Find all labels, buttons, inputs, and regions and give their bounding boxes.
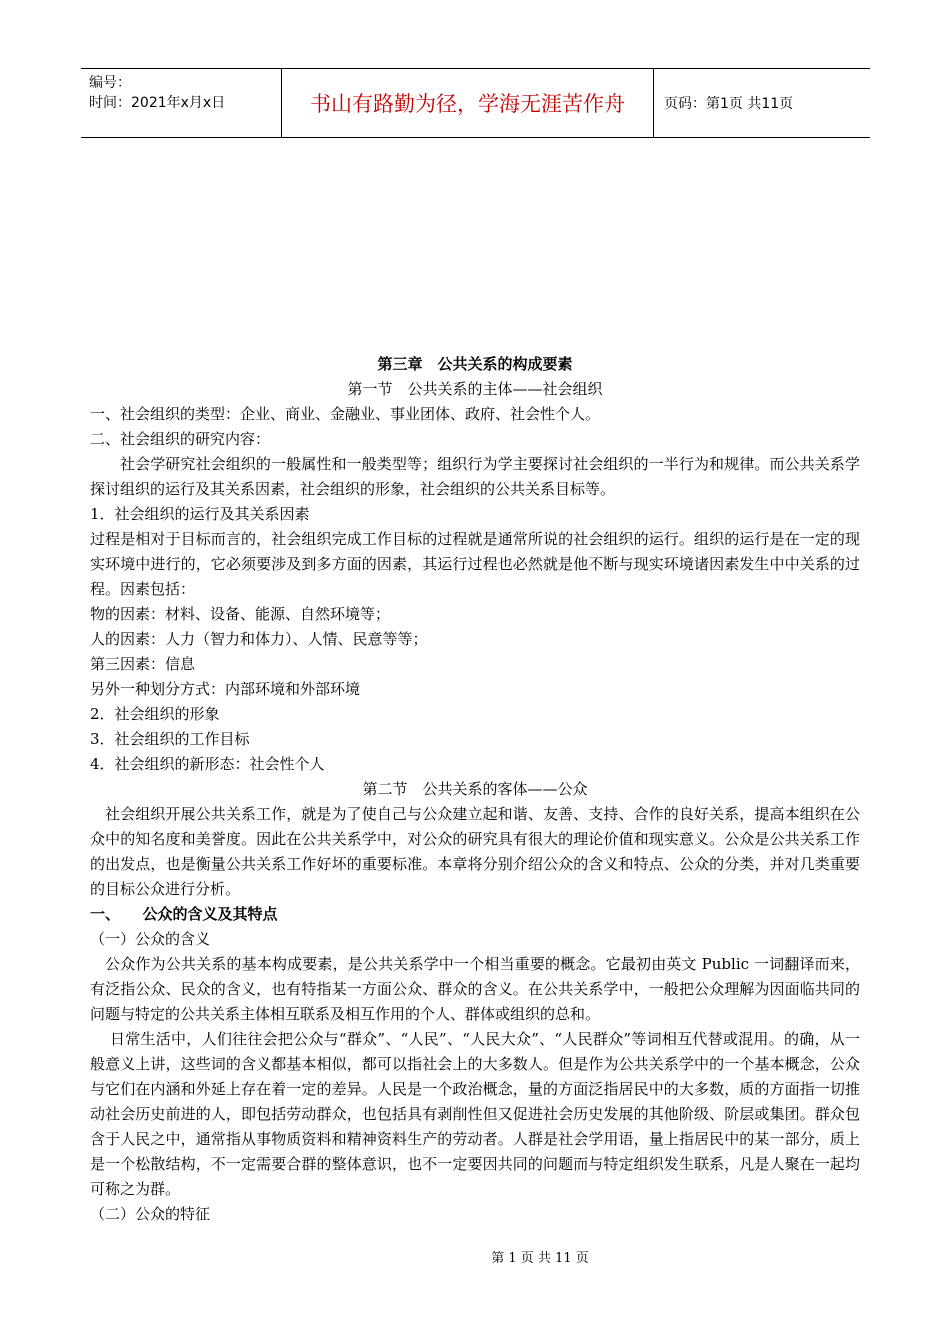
header-page-label: 页码：第1页 共11页 [664, 96, 794, 112]
paragraph: 过程是相对于目标而言的，社会组织完成工作目标的过程就是通常所说的社会组织的运行。组织的运行是在一定的现实环境中进行的，它必须要涉及到多方面的因素，其运行过程也必然就是他不断与现实环境诸因素发生中中关系的过程。因素包括： [90, 530, 860, 598]
section-title: 第二节 公共关系的客体——公众 [362, 780, 588, 798]
document-date-label: 时间：2021年x月x日 [89, 95, 226, 111]
list-item: 物的因素：材料、设备、能源、自然环境等； [90, 605, 391, 623]
paragraph: 公众作为公共关系的基本构成要素，是公共关系学中一个相当重要的概念。它最初由英文 Public 一词翻译而来，有泛指公众、民众的含义，也有特指某一方面公众、群众的含义。在公共关系学中，一般把公众理解为因面临共同的问题与特定的公共关系主体相互联系及相互作用的个人、群体或组织的总和。 [90, 955, 860, 1023]
subsection-heading: （二）公众的特征 [90, 1205, 211, 1223]
page-header [81, 68, 870, 138]
subsection-heading: （一）公众的含义 [90, 930, 211, 948]
chapter-title: 第三章 公共关系的构成要素 [377, 355, 573, 373]
list-item: 人的因素：人力（智力和体力）、人情、民意等等； [90, 630, 428, 648]
paragraph: 社会学研究社会组织的一般属性和一般类型等；组织行为学主要探讨社会组织的一半行为和规律。而公共关系学探讨组织的运行及其关系因素，社会组织的形象，社会组织的公共关系目标等。 [90, 455, 860, 498]
page-footer: 第 1 页 共 11 页 [491, 1251, 589, 1266]
paragraph: 日常生活中，人们往往会把公众与“群众”、“人民”、“人民大众”、“人民群众”等词相互代替或混用。的确，从一般意义上讲，这些词的含义都基本相似，都可以指社会上的大多数人。但是作为公共关系学中的一个基本概念，公众与它们在内涵和外延上存在着一定的差异。人民是一个政治概念，量的方面泛指居民中的大多数，质的方面指一切推动社会历史前进的人，即包括劳动群众，也包括具有剥削性但又促进社会历史发展的其他阶级、阶层或集团。群众包含于人民之中，通常指从事物质资料和精神资料生产的劳动者。人群是社会学用语，量上指居民中的某一部分，质上是一个松散结构，不一定需要合群的整体意识，也不一定要因共同的问题而与特定组织发生联系，凡是人聚在一起均可称之为群。 [90, 1030, 860, 1198]
heading: 一、 公众的含义及其特点 [90, 905, 278, 923]
document-number-label: 编号： [89, 75, 131, 91]
header-meta [81, 69, 281, 137]
subsection-heading: 2．社会组织的形象 [90, 705, 220, 723]
section-title: 第一节 公共关系的主体——社会组织 [347, 380, 603, 398]
header-motto: 书山有路勤为径，学海无涯苦作舟 [281, 69, 654, 137]
document-body [90, 352, 860, 1227]
subsection-heading: 4．社会组织的新形态：社会性个人 [90, 755, 325, 773]
subsection-heading: 1．社会组织的运行及其关系因素 [90, 505, 310, 523]
paragraph: 另外一种划分方式：内部环境和外部环境 [90, 680, 361, 698]
list-item: 二、社会组织的研究内容： [90, 430, 271, 448]
list-item: 一、社会组织的类型：企业、商业、金融业、事业团体、政府、社会性个人。 [90, 405, 601, 423]
subsection-heading: 3．社会组织的工作目标 [90, 730, 250, 748]
paragraph: 社会组织开展公共关系工作，就是为了使自己与公众建立起和谐、友善、支持、合作的良好关系，提高本组织在公众中的知名度和美誉度。因此在公共关系学中，对公众的研究具有很大的理论价值和现实意义。公众是公共关系工作的出发点，也是衡量公共关系工作好坏的重要标准。本章将分别介绍公众的含义和特点、公众的分类，并对几类重要的目标公众进行分析。 [90, 805, 860, 898]
list-item: 第三因素：信息 [90, 655, 196, 673]
